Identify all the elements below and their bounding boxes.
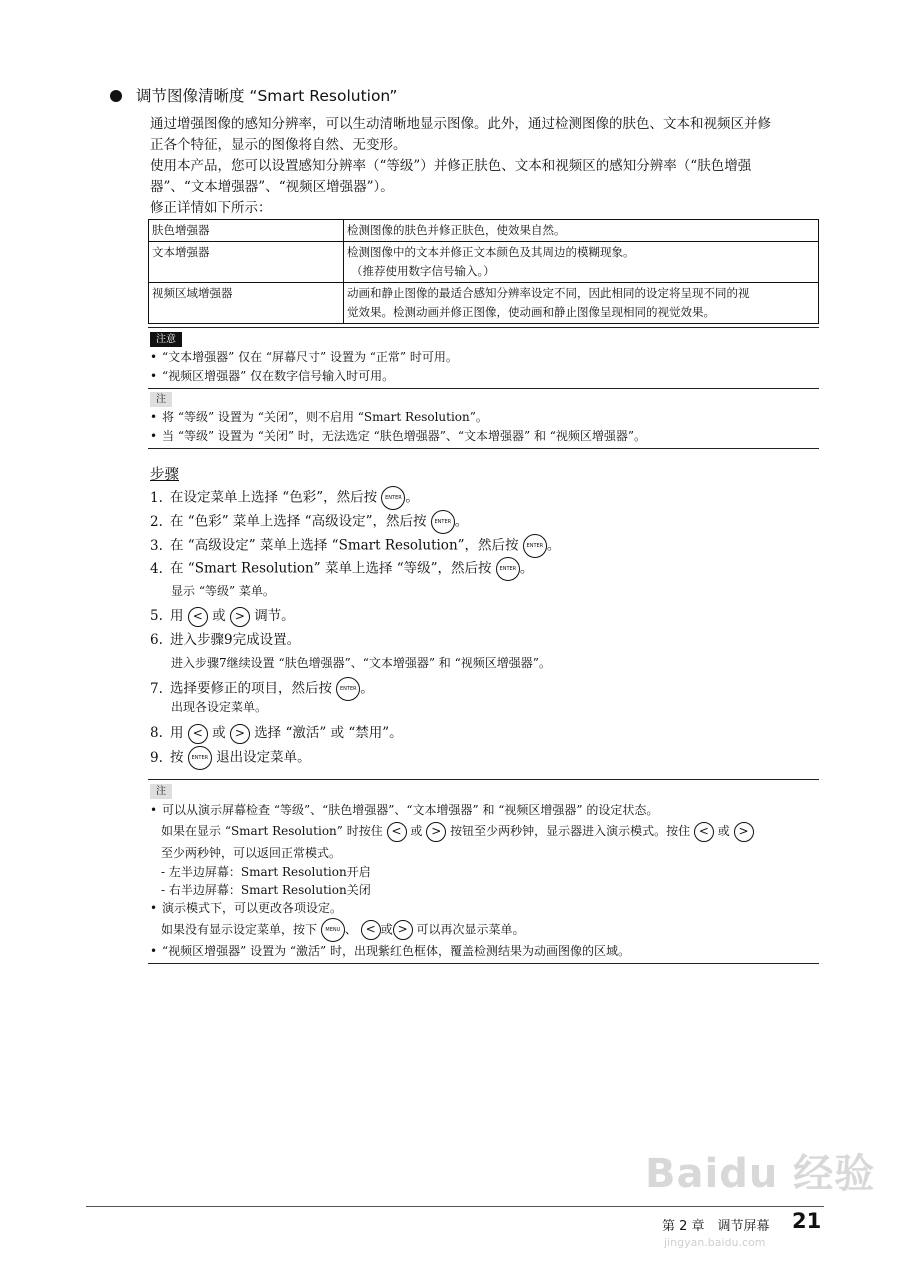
note-label: 注: [150, 392, 172, 407]
divider: [148, 327, 819, 328]
intro-line-2: 正各个特征，显示的图像将自然、无变形。: [150, 137, 407, 153]
note2-line-3: 至少两秒钟，可以返回正常模式。: [161, 846, 342, 860]
step-2: 2. 在 “色彩” 菜单上选择 “高级设定”，然后按 ENTER 。: [150, 510, 468, 534]
attention-label: 注意: [150, 332, 182, 347]
step-6-sub: 进入步骤7继续设置 “肤色增强器”、“文本增强器” 和 “视频区增强器”。: [171, 656, 551, 670]
table-cell-desc: 检测图像的肤色并修正肤色，使效果自然。: [344, 220, 819, 242]
bullet-dot-icon: [110, 90, 122, 102]
note2-line-6: • 演示模式下，可以更改各项设定。: [150, 901, 343, 915]
footer-chapter: 第 2 章 调节屏幕: [662, 1219, 770, 1234]
note-item: • 将 “等级” 设置为 “关闭”，则不启用 “Smart Resolution”。: [150, 410, 488, 424]
divider: [148, 448, 819, 449]
table-cell-desc: 动画和静止图像的最适合感知分辨率设定不同，因此相同的设定将呈现不同的视 觉效果。检测动画并修正图像，使动画和静止图像呈现相同的视觉效果。: [344, 283, 819, 324]
divider: [148, 963, 819, 964]
table-cell-name: 文本增强器: [149, 242, 344, 283]
note2-line-7: 如果没有显示设定菜单，按下 MENU 、 < 或 > 可以再次显示菜单。: [161, 918, 525, 942]
note2-line-1: • 可以从演示屏幕检查 “等级”、“肤色增强器”、“文本增强器” 和 “视频区增强器” 的设定状态。: [150, 803, 659, 817]
left-arrow-button-icon: <: [188, 724, 208, 744]
steps-title: 步骤: [150, 467, 179, 483]
note2-line-5: - 右半边屏幕：Smart Resolution关闭: [161, 883, 371, 897]
footer-divider: [86, 1206, 824, 1207]
enter-button-icon: ENTER: [381, 486, 405, 510]
note-item: • 当 “等级” 设置为 “关闭” 时，无法选定 “肤色增强器”、“文本增强器” 和 “视频区增强器”。: [150, 429, 647, 443]
menu-button-icon: MENU: [321, 918, 345, 942]
step-4-sub: 显示 “等级” 菜单。: [171, 584, 275, 598]
left-arrow-button-icon: <: [694, 822, 714, 842]
intro-line-4: 器”、“文本增强器”、“视频区增强器”）。: [150, 179, 394, 195]
table-row: [149, 242, 819, 283]
step-7: 7. 选择要修正的项目，然后按 ENTER 。: [150, 677, 374, 701]
intro-line-1: 通过增强图像的感知分辨率，可以生动清晰地显示图像。此外，通过检测图像的肤色、文本和视频区并修: [150, 116, 771, 132]
step-7-sub: 出现各设定菜单。: [171, 700, 268, 714]
intro-line-3: 使用本产品，您可以设置感知分辨率（“等级”）并修正肤色、文本和视频区的感知分辨率（“肤色增强: [150, 158, 752, 174]
left-arrow-button-icon: <: [361, 920, 381, 940]
correction-table: [148, 219, 819, 324]
enter-button-icon: ENTER: [496, 557, 520, 581]
enter-button-icon: ENTER: [523, 534, 547, 558]
right-arrow-button-icon: >: [230, 607, 250, 627]
attention-item: • “视频区增强器” 仅在数字信号输入时可用。: [150, 369, 395, 383]
right-arrow-button-icon: >: [426, 822, 446, 842]
divider: [148, 388, 819, 389]
table-cell-name: 肤色增强器: [149, 220, 344, 242]
left-arrow-button-icon: <: [387, 822, 407, 842]
right-arrow-button-icon: >: [734, 822, 754, 842]
right-arrow-button-icon: >: [230, 724, 250, 744]
table-cell-desc: 检测图像中的文本并修正文本颜色及其周边的模糊现象。 （推荐使用数字信号输入。）: [344, 242, 819, 283]
step-9: 9. 按 ENTER 退出设定菜单。: [150, 746, 311, 770]
enter-button-icon: ENTER: [188, 746, 212, 770]
baidu-watermark-logo: Baidu 经验: [645, 1151, 876, 1197]
enter-button-icon: ENTER: [431, 510, 455, 534]
attention-item: • “文本增强器” 仅在 “屏幕尺寸” 设置为 “正常” 时可用。: [150, 350, 458, 364]
page-number: 21: [792, 1209, 822, 1233]
intro-line-5: 修正详情如下所示：: [150, 200, 272, 216]
divider: [148, 779, 819, 780]
right-arrow-button-icon: >: [393, 920, 413, 940]
note2-line-8: • “视频区增强器” 设置为 “激活” 时，出现紫红色框体，覆盖检测结果为动画图像的区域。: [150, 944, 630, 958]
note2-line-2: 如果在显示 “Smart Resolution” 时按住 < 或 > 按钮至少两秒钟，显示器进入演示模式。按住 < 或 >: [161, 821, 754, 842]
table-row: [149, 283, 819, 324]
section-heading: 调节图像清晰度 “Smart Resolution”: [110, 84, 397, 106]
watermark-url: jingyan.baidu.com: [664, 1236, 766, 1249]
table-row: [149, 220, 819, 242]
step-3: 3. 在 “高级设定” 菜单上选择 “Smart Resolution”，然后按 ENTER 。: [150, 534, 560, 558]
step-6: 6. 进入步骤9完成设置。: [150, 632, 301, 648]
left-arrow-button-icon: <: [188, 607, 208, 627]
step-4: 4. 在 “Smart Resolution” 菜单上选择 “等级”，然后按 ENTER 。: [150, 557, 533, 581]
step-8: 8. 用 < 或 > 选择 “激活” 或 “禁用”。: [150, 722, 403, 744]
step-1: 1. 在设定菜单上选择 “色彩”，然后按 ENTER 。: [150, 486, 419, 510]
step-5: 5. 用 < 或 > 调节。: [150, 605, 295, 627]
note-label: 注: [150, 784, 172, 799]
enter-button-icon: ENTER: [336, 677, 360, 701]
note2-line-4: - 左半边屏幕：Smart Resolution开启: [161, 865, 371, 879]
table-cell-name: 视频区域增强器: [149, 283, 344, 324]
